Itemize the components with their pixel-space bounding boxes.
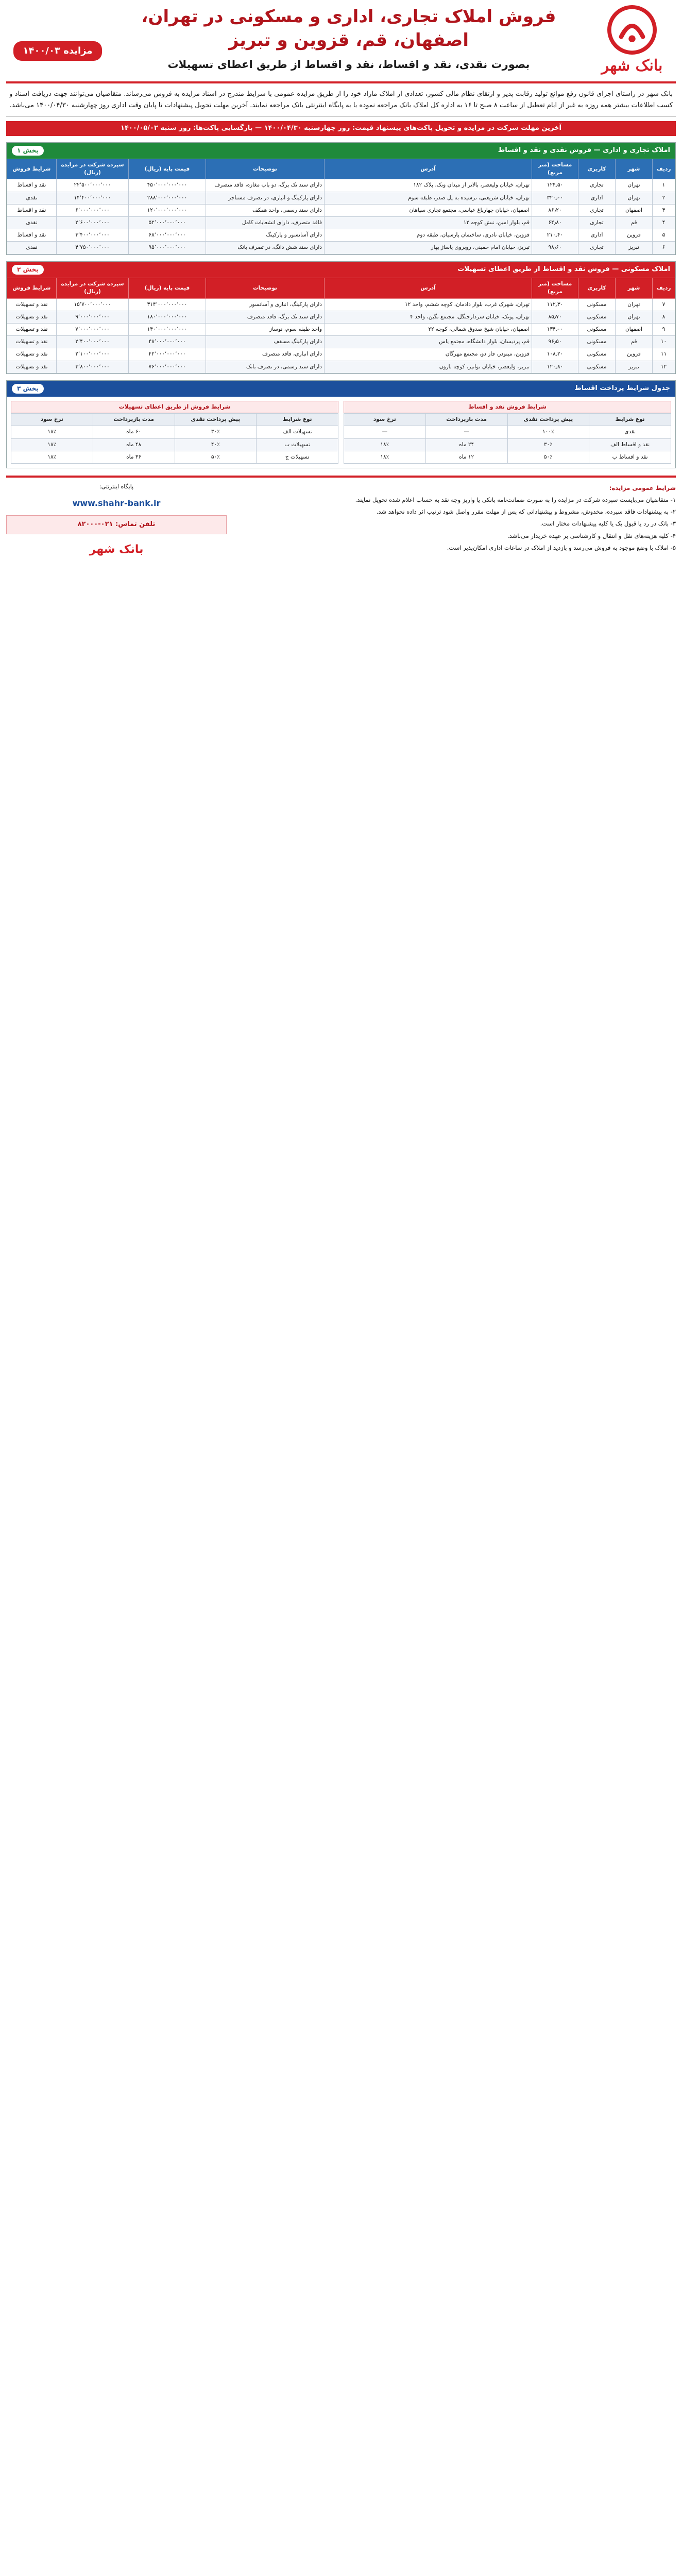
table-row — [7, 229, 675, 242]
cell-base-price: ۴۲٬۰۰۰٬۰۰۰٬۰۰۰ — [129, 348, 206, 361]
cell-plan: نقد و اقساط الف — [589, 438, 671, 451]
cell-base-price: ۶۸٬۰۰۰٬۰۰۰٬۰۰۰ — [129, 229, 206, 242]
col-usage: کاربری — [578, 159, 616, 179]
cell-rate: ۱۸٪ — [11, 426, 93, 438]
cell-method: نقد و تسهیلات — [7, 298, 57, 311]
cell-months: ۲۴ ماه — [425, 438, 507, 451]
table-body — [7, 179, 675, 254]
col-months: مدت بازپرداخت — [93, 414, 175, 426]
section-installments — [6, 380, 676, 468]
cell-usage: مسکونی — [578, 298, 616, 311]
installments-loan-block — [11, 401, 338, 464]
cell-base-price: ۲۸۸٬۰۰۰٬۰۰۰٬۰۰۰ — [129, 192, 206, 204]
cell-city: قزوین — [616, 348, 653, 361]
cell-deposit: ۱۴٬۴۰۰٬۰۰۰٬۰۰۰ — [57, 192, 129, 204]
cell-base-price: ۷۶٬۰۰۰٬۰۰۰٬۰۰۰ — [129, 361, 206, 373]
section-badge: بخش ۳ — [12, 384, 44, 394]
cell-usage: مسکونی — [578, 361, 616, 373]
cell-base-price: ۳۱۴٬۰۰۰٬۰۰۰٬۰۰۰ — [129, 298, 206, 311]
cell-desc: دارای سند رسمی، واحد همکف — [206, 204, 325, 216]
cell-plan: تسهیلات ج — [257, 451, 338, 463]
cell-address: قم، بلوار امین، نبش کوچه ۱۲ — [325, 217, 532, 229]
cell-address: قم، پردیسان، بلوار دانشگاه، مجتمع یاس — [325, 336, 532, 348]
table-row — [7, 361, 675, 373]
col-rate: نرخ سود — [344, 414, 426, 426]
table-header-row — [7, 278, 675, 298]
col-months: مدت بازپرداخت — [425, 414, 507, 426]
table-row — [11, 438, 338, 451]
cell-row: ۹ — [653, 323, 675, 335]
cell-deposit: ۶٬۰۰۰٬۰۰۰٬۰۰۰ — [57, 204, 129, 216]
cell-method: نقد و اقساط — [7, 229, 57, 242]
col-city: شهر — [616, 159, 653, 179]
conditions-block — [235, 483, 676, 558]
website-link[interactable]: www.shahr-bank.ir — [72, 498, 161, 508]
cell-city: قم — [616, 217, 653, 229]
section-badge: بخش ۱ — [12, 146, 44, 156]
deadline-notice: آخرین مهلت شرکت در مزایده و تحویل پاکت‌های پیشنهاد قیمت: روز چهارشنبه ۱۴۰۰/۰۴/۳۰ — بازگشایی پاکت‌ها: روز شنبه ۱۴۰۰/۰۵/۰۲ — [6, 121, 676, 136]
cell-city: تهران — [616, 179, 653, 192]
cell-deposit: ۲۲٬۵۰۰٬۰۰۰٬۰۰۰ — [57, 179, 129, 192]
cell-deposit: ۱۵٬۷۰۰٬۰۰۰٬۰۰۰ — [57, 298, 129, 311]
cell-city: تهران — [616, 311, 653, 323]
col-rate: نرخ سود — [11, 414, 93, 426]
col-cash: پیش پرداخت نقدی — [507, 414, 589, 426]
table-row — [7, 179, 675, 192]
bank-logo-icon — [607, 5, 657, 55]
cell-row: ۱۱ — [653, 348, 675, 361]
cell-deposit: ۲٬۶۰۰٬۰۰۰٬۰۰۰ — [57, 217, 129, 229]
cell-desc: دارای سند رسمی، در تصرف بانک — [206, 361, 325, 373]
col-row: ردیف — [653, 159, 675, 179]
cell-row: ۱۲ — [653, 361, 675, 373]
cell-plan: نقد و اقساط ب — [589, 451, 671, 463]
contact-block — [6, 483, 227, 558]
cell-city: تهران — [616, 298, 653, 311]
cell-cash: ۴۰٪ — [175, 438, 257, 451]
cell-area: ۹۸٫۶۰ — [532, 242, 578, 254]
cell-deposit: ۲٬۴۰۰٬۰۰۰٬۰۰۰ — [57, 336, 129, 348]
cell-area: ۸۵٫۷۰ — [532, 311, 578, 323]
loan-plan-title: شرایط فروش از طریق اعطای تسهیلات — [11, 401, 338, 413]
cell-city: تبریز — [616, 242, 653, 254]
condition-item: ۴- کلیه هزینه‌های نقل و انتقال و کارشناسی بر عهده خریدار می‌باشد. — [507, 532, 676, 539]
cash-plan-table — [344, 413, 671, 464]
table-row — [7, 217, 675, 229]
cell-usage: مسکونی — [578, 348, 616, 361]
cell-area: ۸۶٫۲۰ — [532, 204, 578, 216]
cell-usage: تجاری — [578, 242, 616, 254]
cell-row: ۸ — [653, 311, 675, 323]
cell-row: ۱۰ — [653, 336, 675, 348]
col-area: مساحت (متر مربع) — [532, 159, 578, 179]
cell-usage: اداری — [578, 192, 616, 204]
cell-method: نقدی — [7, 192, 57, 204]
cell-method: نقد و اقساط — [7, 204, 57, 216]
header-side — [6, 5, 109, 61]
cell-deposit: ۳٬۸۰۰٬۰۰۰٬۰۰۰ — [57, 361, 129, 373]
cell-cash: ۳۰٪ — [507, 438, 589, 451]
footer — [6, 476, 676, 558]
table-header-row — [11, 414, 338, 426]
section-title: املاک تجاری و اداری — فروش نقدی و نقد و اقساط — [498, 146, 670, 154]
cell-usage: تجاری — [578, 217, 616, 229]
cell-desc: دارای سند شش دانگ، در تصرف بانک — [206, 242, 325, 254]
phone-label: تلفن تماس: — [115, 520, 156, 529]
cell-row: ۲ — [653, 192, 675, 204]
cell-base-price: ۵۲٬۰۰۰٬۰۰۰٬۰۰۰ — [129, 217, 206, 229]
cell-city: تبریز — [616, 361, 653, 373]
cell-address: اصفهان، خیابان چهارباغ عباسی، مجتمع تجاری سپاهان — [325, 204, 532, 216]
col-method: شرایط فروش — [7, 159, 57, 179]
table-row — [11, 451, 338, 463]
cell-months: ۳۶ ماه — [93, 451, 175, 463]
cell-months: ۱۲ ماه — [425, 451, 507, 463]
cell-rate: ۱۸٪ — [11, 451, 93, 463]
col-usage: کاربری — [578, 278, 616, 298]
col-cash: پیش پرداخت نقدی — [175, 414, 257, 426]
col-deposit: سپرده شرکت در مزایده (ریال) — [57, 278, 129, 298]
table-body — [7, 298, 675, 373]
cell-cash: ۱۰۰٪ — [507, 426, 589, 438]
cell-base-price: ۴۸٬۰۰۰٬۰۰۰٬۰۰۰ — [129, 336, 206, 348]
page-title: فروش املاک تجاری، اداری و مسکونی در تهران، اصفهان، قم، قزوین و تبریز — [141, 6, 556, 50]
tender-number-badge: مزایده ۱۴۰۰/۰۳ — [13, 41, 101, 61]
cell-desc: دارای سند تک برگ، فاقد متصرف — [206, 311, 325, 323]
cell-base-price: ۴۵۰٬۰۰۰٬۰۰۰٬۰۰۰ — [129, 179, 206, 192]
col-plan: نوع شرایط — [589, 414, 671, 426]
cell-deposit: ۲٬۱۰۰٬۰۰۰٬۰۰۰ — [57, 348, 129, 361]
cell-rate: ۱۸٪ — [344, 438, 426, 451]
cell-desc: دارای پارکینگ و انباری، در تصرف مستاجر — [206, 192, 325, 204]
cell-desc: واحد طبقه سوم، نوساز — [206, 323, 325, 335]
loan-plan-table — [11, 413, 338, 464]
table-row — [7, 336, 675, 348]
cell-area: ۳۲۰٫۰۰ — [532, 192, 578, 204]
cell-address: تهران، خیابان ولیعصر، بالاتر از میدان ونک، پلاک ۱۸۲ — [325, 179, 532, 192]
intro-text: بانک شهر در راستای اجرای قانون رفع موانع تولید رقابت پذیر و ارتقای نظام مالی کشور، تعدادی از املاک مازاد خود را از طریق مزایده عمومی با شرایط مندرج در اسناد مزایده به فروش می‌رساند. متقاضیان می‌توانند جهت دریافت اسناد و کسب اطلاعات بیشتر همه روزه به غیر از ایام تعطیل از ساعت ۸ صبح تا ۱۶ به اداره کل املاک بانک مراجعه نموده یا به پایگاه اینترنتی بانک مراجعه نمایند. آخرین مهلت تحویل پیشنهادات تا پایان وقت اداری روز چهارشنبه ۱۴۰۰/۰۴/۳۰ می‌باشد. — [6, 83, 676, 117]
table-row — [7, 298, 675, 311]
col-plan: نوع شرایط — [257, 414, 338, 426]
cell-area: ۱۱۲٫۳۰ — [532, 298, 578, 311]
cell-address: قزوین، خیابان نادری، ساختمان پارسیان، طبقه دوم — [325, 229, 532, 242]
cell-area: ۱۳۴٫۰۰ — [532, 323, 578, 335]
col-base-price: قیمت پایه (ریال) — [129, 159, 206, 179]
cell-months: — — [425, 426, 507, 438]
cell-row: ۱ — [653, 179, 675, 192]
cell-method: نقد و اقساط — [7, 179, 57, 192]
cell-method: نقد و تسهیلات — [7, 361, 57, 373]
cell-address: تبریز، ولیعصر، خیابان توانیر، کوچه نارون — [325, 361, 532, 373]
page-subtitle: بصورت نقدی، نقد و اقساط، نقد و اقساط از طریق اعطای تسهیلات — [167, 58, 530, 71]
cell-method: نقد و تسهیلات — [7, 348, 57, 361]
col-base-price: قیمت پایه (ریال) — [129, 278, 206, 298]
table-body — [11, 426, 338, 464]
col-desc: توضیحات — [206, 159, 325, 179]
section-commercial — [6, 142, 676, 255]
section-residential — [6, 261, 676, 374]
cell-cash: ۵۰٪ — [507, 451, 589, 463]
cell-base-price: ۱۲۰٬۰۰۰٬۰۰۰٬۰۰۰ — [129, 204, 206, 216]
cell-area: ۹۶٫۵۰ — [532, 336, 578, 348]
cell-city: قزوین — [616, 229, 653, 242]
cell-cash: ۵۰٪ — [175, 451, 257, 463]
table-row — [7, 323, 675, 335]
cell-usage: مسکونی — [578, 336, 616, 348]
cell-method: نقد و تسهیلات — [7, 311, 57, 323]
cell-deposit: ۳٬۴۰۰٬۰۰۰٬۰۰۰ — [57, 229, 129, 242]
cell-usage: تجاری — [578, 204, 616, 216]
cell-desc: فاقد متصرف، دارای انشعابات کامل — [206, 217, 325, 229]
cell-row: ۳ — [653, 204, 675, 216]
section-badge: بخش ۲ — [12, 265, 44, 275]
table-row — [344, 426, 671, 438]
cell-rate: ۱۸٪ — [11, 438, 93, 451]
cell-address: اصفهان، خیابان شیخ صدوق شمالی، کوچه ۲۲ — [325, 323, 532, 335]
table-header-row — [7, 159, 675, 179]
cell-address: تبریز، خیابان امام خمینی، روبروی پاساژ بهار — [325, 242, 532, 254]
header — [6, 5, 676, 83]
logo-area — [588, 5, 676, 77]
cell-row: ۶ — [653, 242, 675, 254]
cell-method: نقد و تسهیلات — [7, 336, 57, 348]
col-address: آدرس — [325, 278, 532, 298]
cell-deposit: ۴٬۷۵۰٬۰۰۰٬۰۰۰ — [57, 242, 129, 254]
cell-usage: مسکونی — [578, 311, 616, 323]
col-method: شرایط فروش — [7, 278, 57, 298]
cell-row: ۷ — [653, 298, 675, 311]
cell-base-price: ۱۸۰٬۰۰۰٬۰۰۰٬۰۰۰ — [129, 311, 206, 323]
cell-city: قم — [616, 336, 653, 348]
cell-plan: نقدی — [589, 426, 671, 438]
cell-desc: دارای انباری، فاقد متصرف — [206, 348, 325, 361]
section-title: املاک مسکونی — فروش نقد و اقساط از طریق اعطای تسهیلات — [457, 265, 670, 273]
cell-desc: دارای پارکینگ، انباری و آسانسور — [206, 298, 325, 311]
table-row — [7, 348, 675, 361]
condition-item: ۱- متقاضیان می‌بایست سپرده شرکت در مزایده را به صورت ضمانت‌نامه بانکی یا واریز وجه نقد به حساب اعلام شده تحویل نمایند. — [355, 496, 676, 504]
cell-address: قزوین، مینودر، فاز دو، مجتمع مهرگان — [325, 348, 532, 361]
cash-plan-title: شرایط فروش نقد و اقساط — [344, 401, 671, 413]
cell-area: ۱۲۰٫۸۰ — [532, 361, 578, 373]
header-titles — [109, 5, 588, 72]
table-row — [7, 204, 675, 216]
section-title: جدول شرایط پرداخت اقساط — [574, 384, 670, 393]
cell-rate: ۱۸٪ — [344, 451, 426, 463]
cell-method: نقدی — [7, 242, 57, 254]
section-header — [7, 143, 675, 159]
condition-item: ۲- به پیشنهادات فاقد سپرده، مخدوش، مشروط و پیشنهاداتی که پس از مهلت مقرر واصل شود ترتیب اثر داده نخواهد شد. — [376, 508, 676, 516]
cell-plan: تسهیلات الف — [257, 426, 338, 438]
col-area: مساحت (متر مربع) — [532, 278, 578, 298]
cell-deposit: ۷٬۰۰۰٬۰۰۰٬۰۰۰ — [57, 323, 129, 335]
cell-deposit: ۹٬۰۰۰٬۰۰۰٬۰۰۰ — [57, 311, 129, 323]
cell-plan: تسهیلات ب — [257, 438, 338, 451]
phone-number: ۰۲۱-۸۲۰۰۰ — [77, 520, 113, 529]
table-row — [7, 311, 675, 323]
col-deposit: سپرده شرکت در مزایده (ریال) — [57, 159, 129, 179]
cell-desc: دارای سند تک برگ، دو باب مغازه، فاقد متصرف — [206, 179, 325, 192]
site-label: پایگاه اینترنتی: — [99, 483, 134, 490]
property-table — [7, 278, 675, 374]
cell-address: تهران، خیابان شریعتی، نرسیده به پل صدر، طبقه سوم — [325, 192, 532, 204]
cell-area: ۱۲۴٫۵۰ — [532, 179, 578, 192]
cell-row: ۵ — [653, 229, 675, 242]
cell-method: نقد و تسهیلات — [7, 323, 57, 335]
cell-cash: ۳۰٪ — [175, 426, 257, 438]
cell-desc: دارای آسانسور و پارکینگ — [206, 229, 325, 242]
cell-method: نقدی — [7, 217, 57, 229]
cell-area: ۱۰۸٫۲۰ — [532, 348, 578, 361]
cell-base-price: ۱۴۰٬۰۰۰٬۰۰۰٬۰۰۰ — [129, 323, 206, 335]
cell-row: ۴ — [653, 217, 675, 229]
table-header-row — [344, 414, 671, 426]
footer-bank-name: بانک شهر — [89, 543, 144, 556]
table-row — [344, 451, 671, 463]
cell-area: ۶۴٫۸۰ — [532, 217, 578, 229]
table-row — [11, 426, 338, 438]
cell-desc: دارای پارکینگ مسقف — [206, 336, 325, 348]
cell-rate: — — [344, 426, 426, 438]
table-body — [344, 426, 671, 464]
col-row: ردیف — [653, 278, 675, 298]
table-row — [7, 192, 675, 204]
cell-address: تهران، شهرک غرب، بلوار دادمان، کوچه ششم، واحد ۱۲ — [325, 298, 532, 311]
section-header — [7, 381, 675, 397]
installments-split — [7, 397, 675, 468]
installments-cash-block — [344, 401, 671, 464]
cell-area: ۲۱۰٫۴۰ — [532, 229, 578, 242]
cell-usage: اداری — [578, 229, 616, 242]
conditions-title: شرایط عمومی مزایده: — [609, 484, 676, 492]
section-header — [7, 262, 675, 278]
table-row — [7, 242, 675, 254]
conditions-list — [235, 495, 676, 553]
property-table — [7, 159, 675, 255]
cell-months: ۴۸ ماه — [93, 438, 175, 451]
cell-city: تهران — [616, 192, 653, 204]
cell-city: اصفهان — [616, 323, 653, 335]
condition-item: ۳- بانک در رد یا قبول یک یا کلیه پیشنهادات مختار است. — [540, 520, 676, 528]
col-city: شهر — [616, 278, 653, 298]
condition-item: ۵- املاک با وضع موجود به فروش می‌رسد و بازدید از املاک در ساعات اداری امکان‌پذیر است. — [447, 544, 676, 551]
phone-box — [6, 515, 227, 534]
logo-text: بانک شهر — [601, 57, 663, 75]
cell-address: تهران، پونک، خیابان سردارجنگل، مجتمع نگین، واحد ۴ — [325, 311, 532, 323]
table-row — [344, 438, 671, 451]
col-desc: توضیحات — [206, 278, 325, 298]
col-address: آدرس — [325, 159, 532, 179]
cell-base-price: ۹۵٬۰۰۰٬۰۰۰٬۰۰۰ — [129, 242, 206, 254]
cell-city: اصفهان — [616, 204, 653, 216]
cell-usage: تجاری — [578, 179, 616, 192]
cell-usage: مسکونی — [578, 323, 616, 335]
cell-months: ۶۰ ماه — [93, 426, 175, 438]
